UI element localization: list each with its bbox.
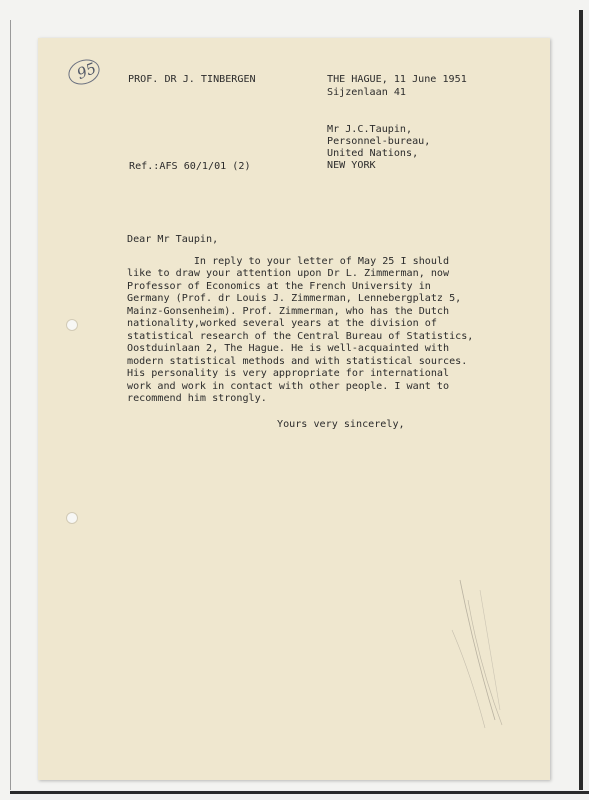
body-line: Oostduinlaan 2, The Hague. He is well-acquainted with bbox=[127, 343, 450, 354]
recipient-line: United Nations, bbox=[327, 148, 419, 159]
scan-edge-bottom bbox=[10, 791, 589, 794]
body-line: Mainz-Gonsenheim). Prof. Zimmerman, who has the Dutch bbox=[127, 306, 450, 317]
body-line: Professor of Economics at the French University in bbox=[127, 281, 431, 292]
sender-name: PROF. DR J. TINBERGEN bbox=[128, 74, 256, 85]
sender-address: Sijzenlaan 41 bbox=[327, 87, 407, 98]
body-line: His personality is very appropriate for international bbox=[127, 368, 450, 379]
scan-edge-right bbox=[579, 10, 583, 790]
closing: Yours very sincerely, bbox=[277, 419, 405, 430]
reference: Ref.:AFS 60/1/01 (2) bbox=[129, 161, 251, 172]
handwritten-annotation: 95 bbox=[74, 59, 99, 83]
body-line: Germany (Prof. dr Louis J. Zimmerman, Lennebergplatz 5, bbox=[127, 293, 462, 304]
body-line: work and work in contact with other people. I want to bbox=[127, 381, 450, 392]
body-line: nationality,worked several years at the division of bbox=[127, 318, 437, 329]
body-line: modern statistical methods and with statistical sources. bbox=[127, 356, 468, 367]
punch-hole-bottom bbox=[66, 512, 78, 524]
body-line: statistical research of the Central Bureau of Statistics, bbox=[127, 331, 474, 342]
body-line: like to draw your attention upon Dr L. Zimmerman, now bbox=[127, 268, 450, 279]
recipient-line: NEW YORK bbox=[327, 160, 376, 171]
place-date: THE HAGUE, 11 June 1951 bbox=[327, 74, 467, 85]
body-line: recommend him strongly. bbox=[127, 393, 267, 404]
recipient-line: Personnel-bureau, bbox=[327, 136, 431, 147]
scan-edge-left bbox=[10, 20, 11, 790]
salutation: Dear Mr Taupin, bbox=[127, 234, 219, 245]
recipient-line: Mr J.C.Taupin, bbox=[327, 124, 413, 135]
body-line: In reply to your letter of May 25 I should bbox=[127, 256, 450, 267]
pencil-marks bbox=[440, 570, 530, 730]
punch-hole-top bbox=[66, 319, 78, 331]
